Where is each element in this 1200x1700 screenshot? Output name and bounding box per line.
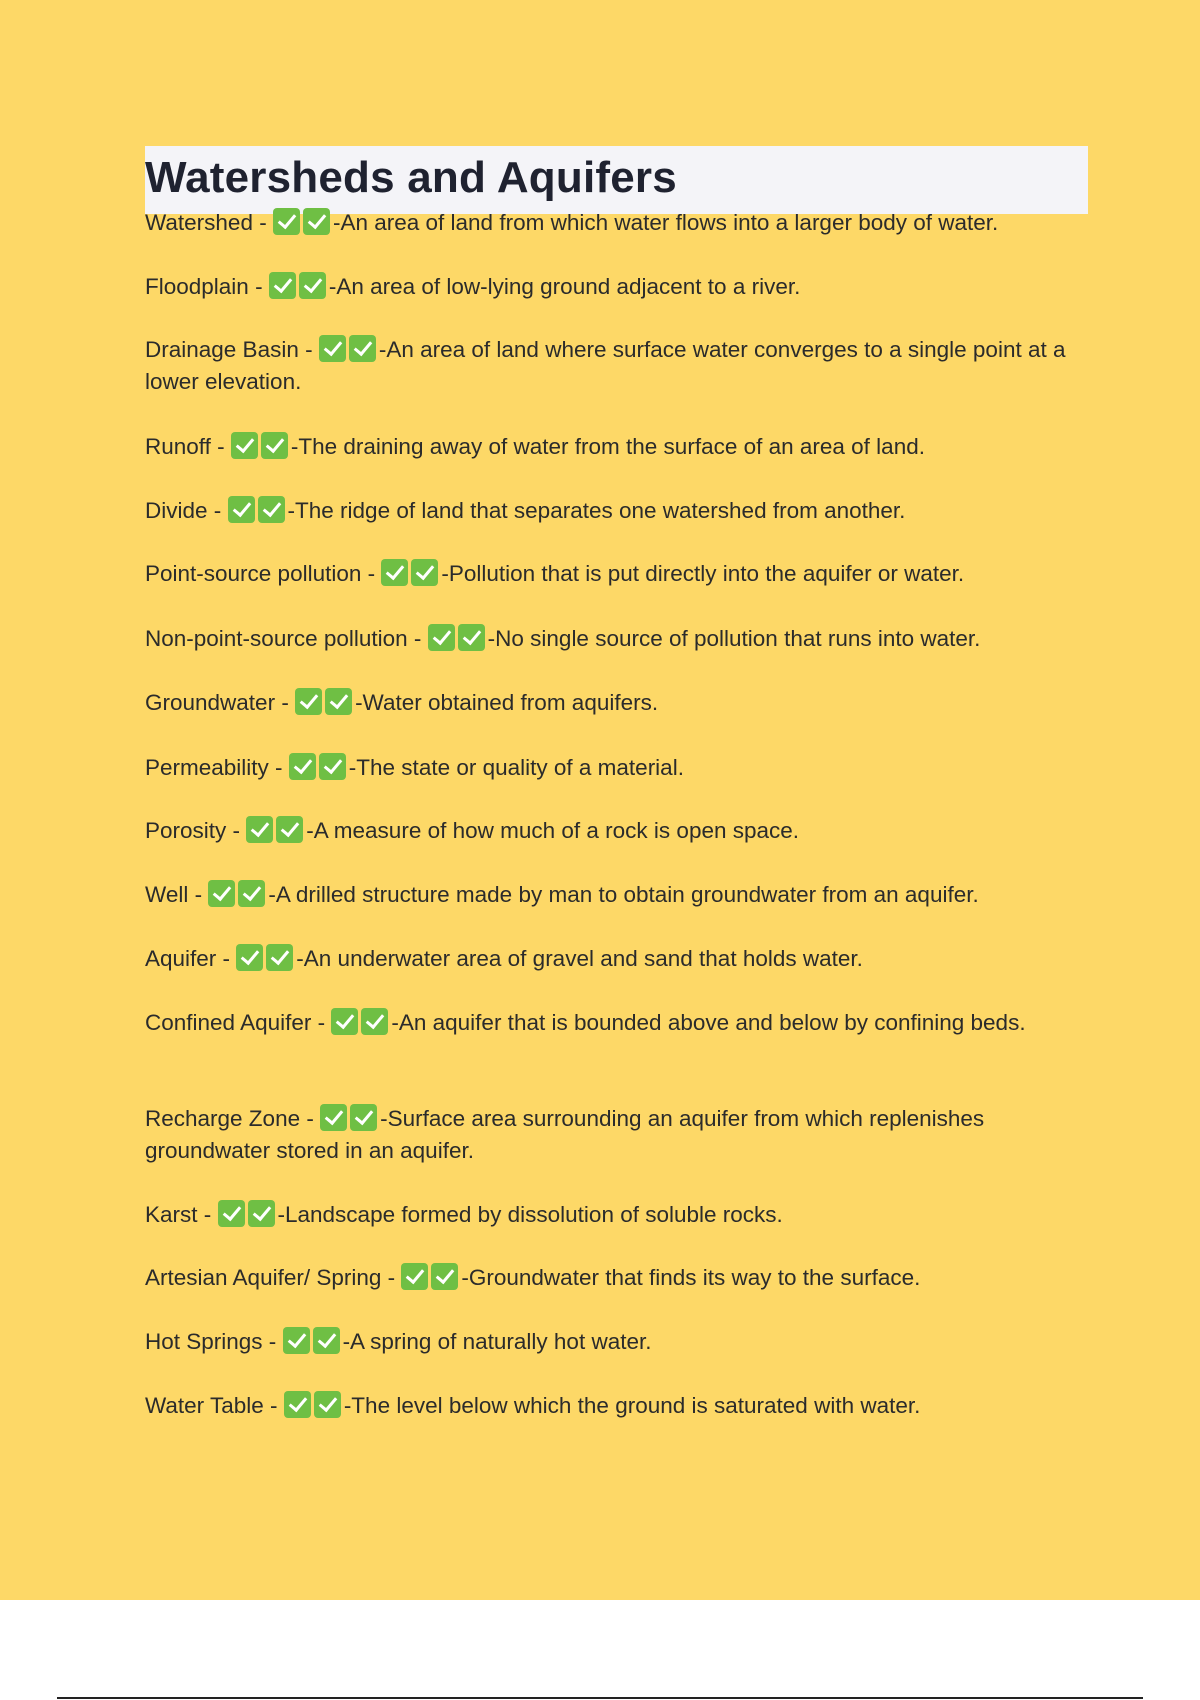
glossary-entry (145, 1262, 1090, 1294)
entry-definition: -A spring of naturally hot water. (342, 1329, 652, 1354)
glossary-entry (145, 1199, 1090, 1231)
check-mark-button-icon (289, 753, 316, 780)
entry-definition: -Surface area surrounding an aquifer from which replenishes groundwater stored in an aquifer. (145, 1106, 985, 1163)
entry-term: Recharge Zone - (145, 1106, 321, 1131)
check-mark-button-icon (231, 432, 258, 459)
check-mark-button-icon (218, 1200, 245, 1227)
check-mark-button-icon (350, 1104, 377, 1131)
check-mark-button-icon (313, 1327, 340, 1354)
check-mark-button-icon (208, 880, 235, 907)
entry-term: Well - (145, 882, 209, 907)
entry-definition: -A measure of how much of a rock is open space. (306, 818, 800, 843)
glossary-entry (145, 1103, 1090, 1167)
glossary-entry (145, 334, 1090, 398)
check-mark-button-icon (266, 944, 293, 971)
entry-definition: -The level below which the ground is saturated with water. (343, 1393, 921, 1418)
check-mark-button-icon (325, 688, 352, 715)
check-mark-button-icon (283, 1327, 310, 1354)
glossary-entry (145, 1326, 1090, 1358)
check-mark-button-icon (458, 624, 485, 651)
check-mark-button-icon (261, 432, 288, 459)
check-mark-button-icon (248, 1200, 275, 1227)
check-mark-button-icon (411, 559, 438, 586)
check-mark-button-icon (236, 944, 263, 971)
check-mark-button-icon (269, 272, 296, 299)
glossary-entry (145, 815, 1090, 847)
entry-definition: -Water obtained from aquifers. (355, 690, 659, 715)
entry-term: Water Table - (145, 1393, 284, 1418)
glossary-entry (145, 1007, 1090, 1039)
check-mark-button-icon (299, 272, 326, 299)
entry-definition: -An underwater area of gravel and sand that holds water. (296, 946, 863, 971)
footer-divider (57, 1697, 1143, 1699)
check-mark-button-icon (238, 880, 265, 907)
title-banner (145, 146, 1088, 214)
entry-term: Point-source pollution - (145, 561, 382, 586)
entry-definition: -An area of low-lying ground adjacent to a river. (328, 274, 801, 299)
check-mark-button-icon (273, 208, 300, 235)
glossary-entry (145, 752, 1090, 784)
entry-term: Drainage Basin - (145, 337, 319, 362)
check-mark-button-icon (319, 335, 346, 362)
entry-definition: -Groundwater that finds its way to the surface. (461, 1265, 921, 1290)
entry-term: Permeability - (145, 755, 289, 780)
check-mark-button-icon (314, 1391, 341, 1418)
entry-definition: -An area of land where surface water converges to a single point at a lower elevation. (145, 337, 1066, 394)
check-mark-button-icon (228, 496, 255, 523)
entry-term: Divide - (145, 498, 228, 523)
entry-term: Watershed - (145, 210, 273, 235)
entry-definition: -The draining away of water from the surface of an area of land. (290, 434, 925, 459)
entry-term: Confined Aquifer - (145, 1010, 332, 1035)
entry-term: Aquifer - (145, 946, 237, 971)
entry-definition: -The ridge of land that separates one watershed from another. (287, 498, 906, 523)
check-mark-button-icon (258, 496, 285, 523)
glossary-entry (145, 943, 1090, 975)
check-mark-button-icon (401, 1263, 428, 1290)
entry-definition: -No single source of pollution that runs into water. (487, 626, 981, 651)
entry-term: Runoff - (145, 434, 231, 459)
glossary-entry (145, 879, 1090, 911)
entry-definition: -An area of land from which water flows into a larger body of water. (332, 210, 999, 235)
entry-term: Groundwater - (145, 690, 296, 715)
glossary-entry (145, 207, 1090, 239)
glossary-entry (145, 431, 1090, 463)
glossary-entry (145, 271, 1090, 303)
check-mark-button-icon (284, 1391, 311, 1418)
glossary-entry (145, 1390, 1090, 1422)
entry-term: Floodplain - (145, 274, 269, 299)
check-mark-button-icon (428, 624, 455, 651)
check-mark-button-icon (431, 1263, 458, 1290)
entry-definition: -An aquifer that is bounded above and below by confining beds. (391, 1010, 1026, 1035)
check-mark-button-icon (331, 1008, 358, 1035)
check-mark-button-icon (361, 1008, 388, 1035)
entry-definition: -A drilled structure made by man to obtain groundwater from an aquifer. (268, 882, 979, 907)
glossary-entry (145, 558, 1090, 590)
entry-term: Artesian Aquifer/ Spring - (145, 1265, 402, 1290)
entry-term: Porosity - (145, 818, 247, 843)
entry-term: Non-point-source pollution - (145, 626, 428, 651)
check-mark-button-icon (319, 753, 346, 780)
entry-definition: -The state or quality of a material. (348, 755, 684, 780)
glossary-entry (145, 687, 1090, 719)
check-mark-button-icon (349, 335, 376, 362)
entry-term: Hot Springs - (145, 1329, 283, 1354)
entry-definition: -Landscape formed by dissolution of soluble rocks. (277, 1202, 783, 1227)
check-mark-button-icon (381, 559, 408, 586)
entry-definition: -Pollution that is put directly into the aquifer or water. (441, 561, 965, 586)
check-mark-button-icon (276, 816, 303, 843)
check-mark-button-icon (303, 208, 330, 235)
glossary-entry (145, 495, 1090, 527)
check-mark-button-icon (320, 1104, 347, 1131)
glossary-entry (145, 623, 1090, 655)
check-mark-button-icon (246, 816, 273, 843)
page-title: Watersheds and Aquifers (145, 153, 677, 202)
entry-term: Karst - (145, 1202, 218, 1227)
check-mark-button-icon (295, 688, 322, 715)
